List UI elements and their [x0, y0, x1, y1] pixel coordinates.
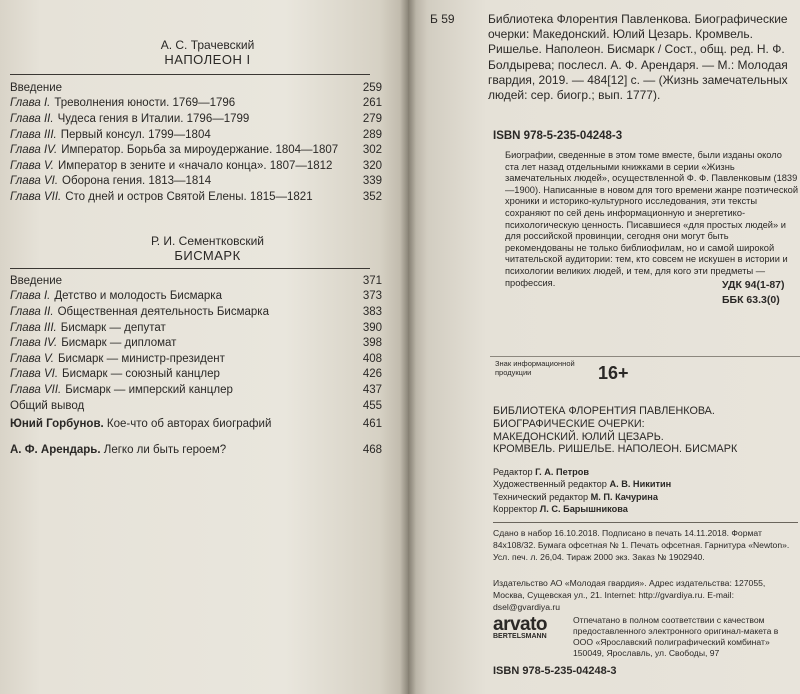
toc-row — [10, 142, 382, 158]
toc-chapter-title: Император в зените и «начало конца». 1807—1812 — [57, 159, 333, 172]
toc-chapter-prefix: Глава IV. — [10, 337, 58, 350]
book-gutter — [400, 0, 416, 694]
credit-name: А. В. Никитин — [609, 479, 672, 490]
toc-row — [10, 96, 382, 112]
toc-page-number: 339 — [362, 175, 382, 188]
credit-line — [493, 466, 671, 478]
toc-chapter-title: Введение — [10, 274, 63, 287]
section1-author: А. С. Трачевский — [160, 38, 255, 52]
toc-row — [10, 273, 382, 289]
section1-toc — [10, 80, 382, 205]
toc-extra-arendar — [10, 444, 382, 456]
annotation: Биографии, сведенные в этом томе вместе, были изданы около ста лет назад отдельными книжками в серии «Жизнь замечательных людей», осуществленной Ф. Ф. Павленковым (1839—1900). Написанные в новом для того времени жанре поэтической хроники и историко-культурного исследования, эти тексты сохраняют по сей день информационную и энергетико-психологическую ценность. Писавшиеся «для простых людей» и для российской провинции, сегодня они могут быть рекомендованы не только библиофилам, но и самой широкой читательской аудитории: тем, кто совсем не искушен в истории и психологии великих людей, и тем, для кого эти предметы — профессия. — [505, 150, 799, 288]
toc-page-number: 437 — [362, 383, 382, 396]
toc-entry-label — [10, 306, 354, 318]
toc-chapter-prefix: Глава III. — [10, 321, 57, 334]
toc-row — [10, 320, 382, 336]
toc-extra-gorbunov — [10, 418, 382, 430]
toc-page-number: 302 — [362, 144, 382, 157]
toc-chapter-title: Чудеса гения в Италии. 1796—1799 — [57, 112, 250, 125]
credits-block — [493, 466, 671, 516]
section2-header — [10, 234, 405, 263]
credit-role: Художественный редактор — [493, 479, 610, 490]
toc-entry-label — [10, 275, 354, 287]
toc-page-number: 455 — [362, 399, 382, 412]
toc-chapter-title: Император. Борьба за мироудержание. 1804—1807 — [61, 144, 339, 157]
series-line: БИБЛИОТЕКА ФЛОРЕНТИЯ ПАВЛЕНКОВА. — [493, 405, 715, 417]
age-rating-label: Знак информационной продукции — [495, 359, 575, 377]
section2-title: БИСМАРК — [174, 248, 241, 263]
bbk-code: Б 59 — [430, 12, 455, 26]
arvato-logo — [493, 614, 547, 640]
toc-chapter-title: Введение — [10, 81, 63, 94]
toc-entry-label — [10, 322, 354, 334]
toc-row — [10, 127, 382, 143]
toc-entry-label — [10, 97, 354, 109]
print-divider — [493, 522, 798, 523]
age-divider — [490, 356, 800, 357]
credit-name: М. П. Качурина — [590, 491, 658, 502]
series-line: МАКЕДОНСКИЙ. ЮЛИЙ ЦЕЗАРЬ. — [493, 430, 664, 443]
toc-chapter-prefix: Глава I. — [10, 97, 51, 110]
toc-entry-label — [10, 144, 354, 156]
toc-entry-label — [10, 290, 354, 302]
toc-row — [10, 398, 382, 414]
section2-divider — [10, 268, 370, 269]
toc-entry-label — [10, 113, 354, 125]
toc-page-number: 390 — [362, 321, 382, 334]
credit-name: Г. А. Петров — [535, 467, 589, 477]
toc-chapter-title: Детство и молодость Бисмарка — [54, 290, 222, 303]
credit-line — [493, 503, 671, 515]
toc-entry-label — [10, 82, 354, 94]
logo-main: arvato — [493, 614, 548, 635]
toc-chapter-title: Бисмарк — имперский канцлер — [65, 383, 233, 396]
toc-chapter-prefix: Глава VII. — [10, 383, 62, 396]
toc-page-number: 373 — [362, 290, 382, 303]
toc-row — [10, 382, 382, 398]
toc-row — [10, 351, 382, 367]
toc-page-number: 398 — [362, 337, 382, 350]
extra1-author: Юний Горбунов. — [10, 418, 104, 430]
logo-sub: BERTELSMANN — [493, 633, 547, 640]
classification-codes — [722, 278, 785, 307]
toc-chapter-title: Треволнения юности. 1769—1796 — [54, 97, 236, 110]
section1-title: НАПОЛЕОН I — [164, 52, 251, 67]
toc-chapter-title: Оборона гения. 1813—1814 — [62, 175, 212, 188]
toc-row — [10, 80, 382, 96]
toc-entry-label — [10, 129, 354, 141]
series-line: КРОМВЕЛЬ. РИШЕЛЬЕ. НАПОЛЕОН. БИСМАРК — [493, 443, 738, 456]
extra2-page: 468 — [362, 444, 382, 456]
toc-row — [10, 111, 382, 127]
toc-entry-label — [10, 175, 354, 187]
toc-entry-label — [10, 353, 354, 365]
toc-chapter-title: Бисмарк — дипломат — [61, 337, 177, 350]
toc-entry-label — [10, 384, 354, 396]
series-title — [493, 405, 793, 456]
toc-row — [10, 304, 382, 320]
isbn-top: ISBN 978-5-235-04248-3 — [493, 130, 623, 142]
toc-page-number: 352 — [362, 190, 382, 203]
toc-page-number: 279 — [362, 112, 382, 125]
toc-row — [10, 289, 382, 305]
toc-page-number: 371 — [362, 274, 382, 287]
toc-chapter-title: Общий вывод — [10, 399, 85, 412]
extra1-page: 461 — [362, 418, 382, 430]
bbk-class: ББК 63.3(0) — [722, 293, 780, 306]
toc-entry-label — [10, 191, 354, 203]
toc-row — [10, 158, 382, 174]
toc-chapter-prefix: Глава III. — [10, 128, 57, 141]
toc-row — [10, 174, 382, 190]
toc-page-number: 408 — [362, 352, 382, 365]
toc-chapter-title: Бисмарк — министр-президент — [57, 352, 225, 365]
toc-chapter-prefix: Глава VI. — [10, 175, 59, 188]
age-rating: 16+ — [598, 363, 629, 383]
toc-row — [10, 335, 382, 351]
extra2-label: Легко ли быть героем? — [103, 444, 227, 456]
extra2-author: А. Ф. Арендарь. — [10, 444, 101, 456]
credit-line — [493, 478, 671, 490]
toc-chapter-title: Общественная деятельность Бисмарка — [57, 305, 269, 318]
toc-page-number: 261 — [362, 97, 382, 110]
toc-row — [10, 189, 382, 205]
toc-chapter-title: Бисмарк — депутат — [60, 321, 166, 334]
extra1-label: Кое-что об авторах биографий — [106, 418, 272, 430]
toc-page-number: 289 — [362, 128, 382, 141]
toc-chapter-prefix: Глава IV. — [10, 144, 58, 157]
credit-name: Л. С. Барышникова — [539, 504, 628, 515]
toc-page-number: 426 — [362, 368, 382, 381]
toc-page-number: 383 — [362, 305, 382, 318]
publisher-info: Издательство АО «Молодая гвардия». Адрес издательства: 127055, Москва, Сущевская ул., 21. Internet: http://gvardiya.ru. E-mail: dsel@gvardiya.ru — [493, 578, 766, 612]
isbn-bottom: ISBN 978-5-235-04248-3 — [493, 665, 617, 677]
toc-chapter-prefix: Глава VI. — [10, 368, 59, 381]
toc-chapter-prefix: Глава VII. — [10, 190, 62, 203]
toc-chapter-prefix: Глава V. — [10, 352, 54, 365]
toc-chapter-title: Сто дней и остров Святой Елены. 1815—1821 — [65, 190, 313, 203]
toc-entry-label — [10, 160, 354, 172]
section2-author: Р. И. Сементковский — [150, 234, 265, 248]
toc-entry-label — [10, 337, 354, 349]
toc-row — [10, 367, 382, 383]
toc-entry-label — [10, 400, 354, 412]
credit-line — [493, 491, 671, 503]
section2-toc — [10, 273, 382, 413]
series-line: БИОГРАФИЧЕСКИЕ ОЧЕРКИ: — [493, 417, 645, 430]
toc-entry-label — [10, 368, 354, 380]
biblio-description: Библиотека Флорентия Павленкова. Биографические очерки: Македонский. Юлий Цезарь. Кромвель. Ришелье. Наполеон. Бисмарк / Сост., общ. ред. Н. Ф. Болдырева; послесл. А. Ф. Арендаря. — М.: Молодая гвардия, 2019. — 484[12] с. — (Жизнь замечательных людей: сер. биогр.; вып. 1777). — [488, 12, 788, 103]
toc-page-number: 259 — [362, 81, 382, 94]
toc-chapter-prefix: Глава V. — [10, 159, 54, 172]
toc-chapter-prefix: Глава II. — [10, 112, 54, 125]
udk-code: УДК 94(1-87) — [722, 279, 785, 291]
toc-page-number: 320 — [362, 159, 382, 172]
toc-chapter-prefix: Глава I. — [10, 290, 51, 303]
credit-role: Редактор — [493, 467, 536, 477]
toc-chapter-prefix: Глава II. — [10, 305, 54, 318]
toc-chapter-title: Первый консул. 1799—1804 — [60, 128, 211, 141]
section1-divider — [10, 74, 370, 75]
print-info: Сдано в набор 16.10.2018. Подписано в печать 14.11.2018. Формат 84х108/32. Бумага офсетная № 1. Печать офсетная. Гарнитура «Newton». Усл. печ. л. 26,04. Тираж 2000 экз. Заказ № 1902940. — [493, 528, 790, 562]
credit-role: Технический редактор — [493, 491, 591, 502]
toc-chapter-title: Бисмарк — союзный канцлер — [62, 368, 220, 381]
credit-role: Корректор — [493, 504, 540, 515]
printer-info: Отпечатано в полном соответствии с качеством предоставленного электронного оригинал-макета в ООО «Ярославский полиграфический комбинат» 150049, Ярославль, ул. Свободы, 97 — [573, 615, 779, 658]
section1-header — [10, 38, 405, 67]
